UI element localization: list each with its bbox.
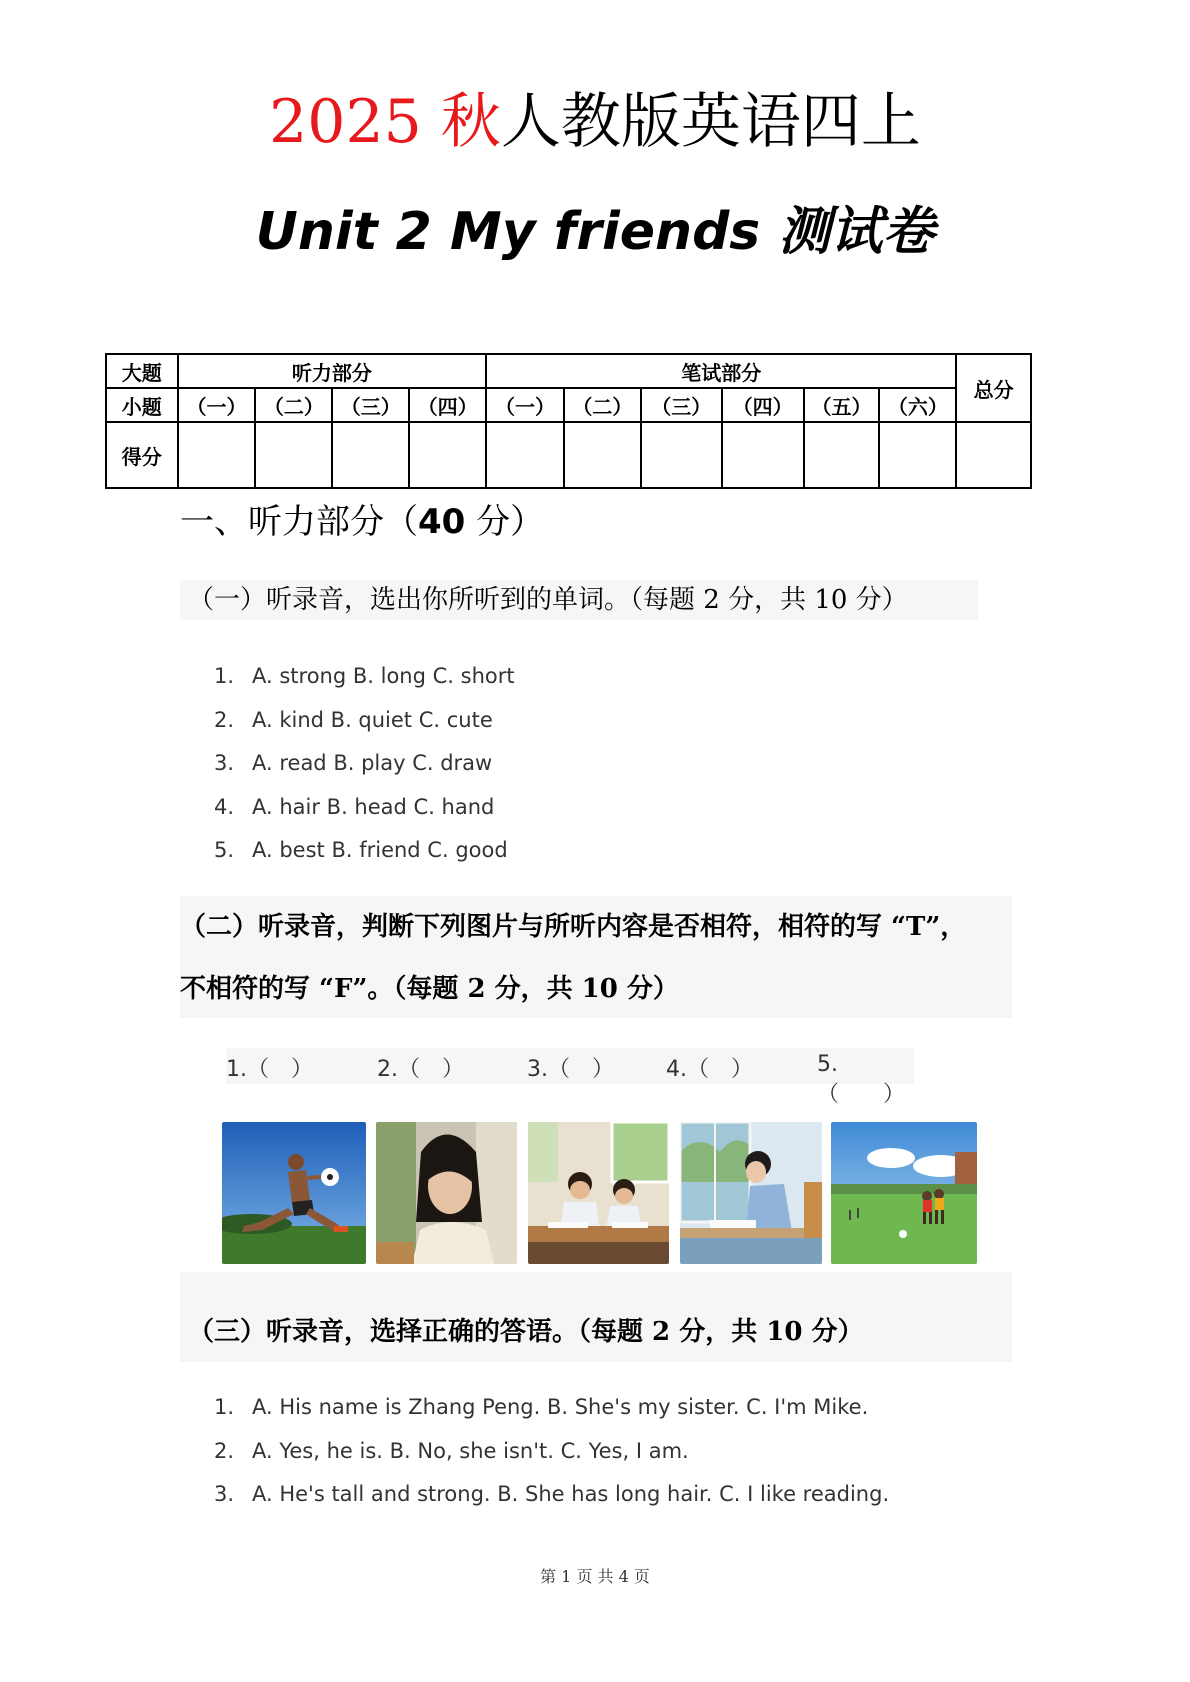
document-subtitle: Unit 2 My friends 测试卷 xyxy=(255,202,935,262)
header-writing: 笔试部分 xyxy=(486,354,956,388)
total-score-cell[interactable] xyxy=(956,422,1031,488)
list-item: 5. A. best B. friend C. good xyxy=(214,829,515,873)
score-cell[interactable] xyxy=(178,422,256,488)
question-options: A. Yes, he is. B. No, she isn't. C. Yes, I am. xyxy=(252,1438,689,1463)
score-cell[interactable] xyxy=(332,422,409,488)
list-item: 2. A. Yes, he is. B. No, she isn't. C. Yes, I am. xyxy=(214,1430,889,1474)
answer-bracket-2[interactable]: 2.（ ） xyxy=(377,1057,464,1082)
picture-soccer-kick xyxy=(222,1122,366,1264)
writing-part: （四） xyxy=(722,388,804,422)
question-options: A. kind B. quiet C. cute xyxy=(252,707,493,732)
header-listening: 听力部分 xyxy=(178,354,487,388)
writing-part: （一） xyxy=(486,388,564,422)
title-rest: 人教版英语四上 xyxy=(500,87,921,157)
part3-question-list xyxy=(214,1386,889,1517)
part1-heading: （一）听录音，选出你所听到的单词。（每题 2 分，共 10 分） xyxy=(180,580,978,620)
score-cell[interactable] xyxy=(722,422,804,488)
header-minor: 小题 xyxy=(106,388,178,422)
picture-girl-studying xyxy=(680,1122,822,1264)
document-title xyxy=(0,86,1190,158)
score-cell[interactable] xyxy=(255,422,332,488)
question-options: A. read B. play C. draw xyxy=(252,751,493,775)
answer-bracket-1[interactable]: 1.（ ） xyxy=(226,1057,313,1082)
question-options: A. strong B. long C. short xyxy=(252,664,515,688)
writing-part: （六） xyxy=(879,388,956,422)
listening-part: （三） xyxy=(332,388,409,422)
question-options: A. His name is Zhang Peng. B. She's my sister. C. I'm Mike. xyxy=(252,1395,869,1419)
answer-brackets-row xyxy=(226,1048,914,1107)
score-cell[interactable] xyxy=(564,422,641,488)
writing-part: （二） xyxy=(564,388,641,422)
picture-girl-portrait xyxy=(376,1122,517,1264)
question-options: A. hair B. head C. hand xyxy=(252,794,495,819)
score-cell[interactable] xyxy=(641,422,722,488)
list-item: 3. A. He's tall and strong. B. She has long hair. C. I like reading. xyxy=(214,1473,889,1517)
listening-part: （二） xyxy=(255,388,332,422)
question-options: A. best B. friend C. good xyxy=(252,838,508,862)
writing-part: （五） xyxy=(804,388,880,422)
listening-part: （四） xyxy=(409,388,486,422)
header-major: 大题 xyxy=(106,354,178,388)
title-year: 2025 秋 xyxy=(269,87,501,157)
list-item: 2. A. kind B. quiet C. cute xyxy=(214,699,515,743)
answer-bracket-4[interactable]: 4.（ ） xyxy=(666,1057,753,1082)
page-footer: 第 1 页 共 4 页 xyxy=(540,1567,650,1586)
header-total: 总分 xyxy=(956,354,1031,422)
answer-bracket-3[interactable]: 3.（ ） xyxy=(527,1057,614,1082)
listening-part: （一） xyxy=(178,388,256,422)
score-cell[interactable] xyxy=(804,422,880,488)
part2-heading: （二）听录音，判断下列图片与所听内容是否相符，相符的写 “T”， 不相符的写 “F”。（每题 2 分，共 10 分） xyxy=(180,896,1012,1018)
list-item: 3. A. read B. play C. draw xyxy=(214,742,515,786)
score-cell[interactable] xyxy=(879,422,956,488)
question-options: A. He's tall and strong. B. She has long hair. C. I like reading. xyxy=(252,1482,890,1506)
list-item: 1. A. His name is Zhang Peng. B. She's my sister. C. I'm Mike. xyxy=(214,1386,889,1430)
list-item: 4. A. hair B. head C. hand xyxy=(214,786,515,830)
writing-part: （三） xyxy=(641,388,722,422)
picture-kids-football-field xyxy=(831,1122,977,1264)
score-cell[interactable] xyxy=(486,422,564,488)
section-heading-listening: 一、听力部分（40 分） xyxy=(180,502,545,542)
score-cell[interactable] xyxy=(409,422,486,488)
part1-question-list xyxy=(214,655,515,873)
score-table xyxy=(105,353,1032,489)
picture-classroom-children xyxy=(528,1122,669,1264)
part3-heading: （三）听录音，选择正确的答语。（每题 2 分，共 10 分） xyxy=(180,1272,1012,1362)
list-item: 1. A. strong B. long C. short xyxy=(214,655,515,699)
section-score: 40 xyxy=(418,502,466,542)
answer-bracket-5[interactable]: 5.（ ） xyxy=(817,1052,906,1107)
header-score: 得分 xyxy=(106,422,178,488)
